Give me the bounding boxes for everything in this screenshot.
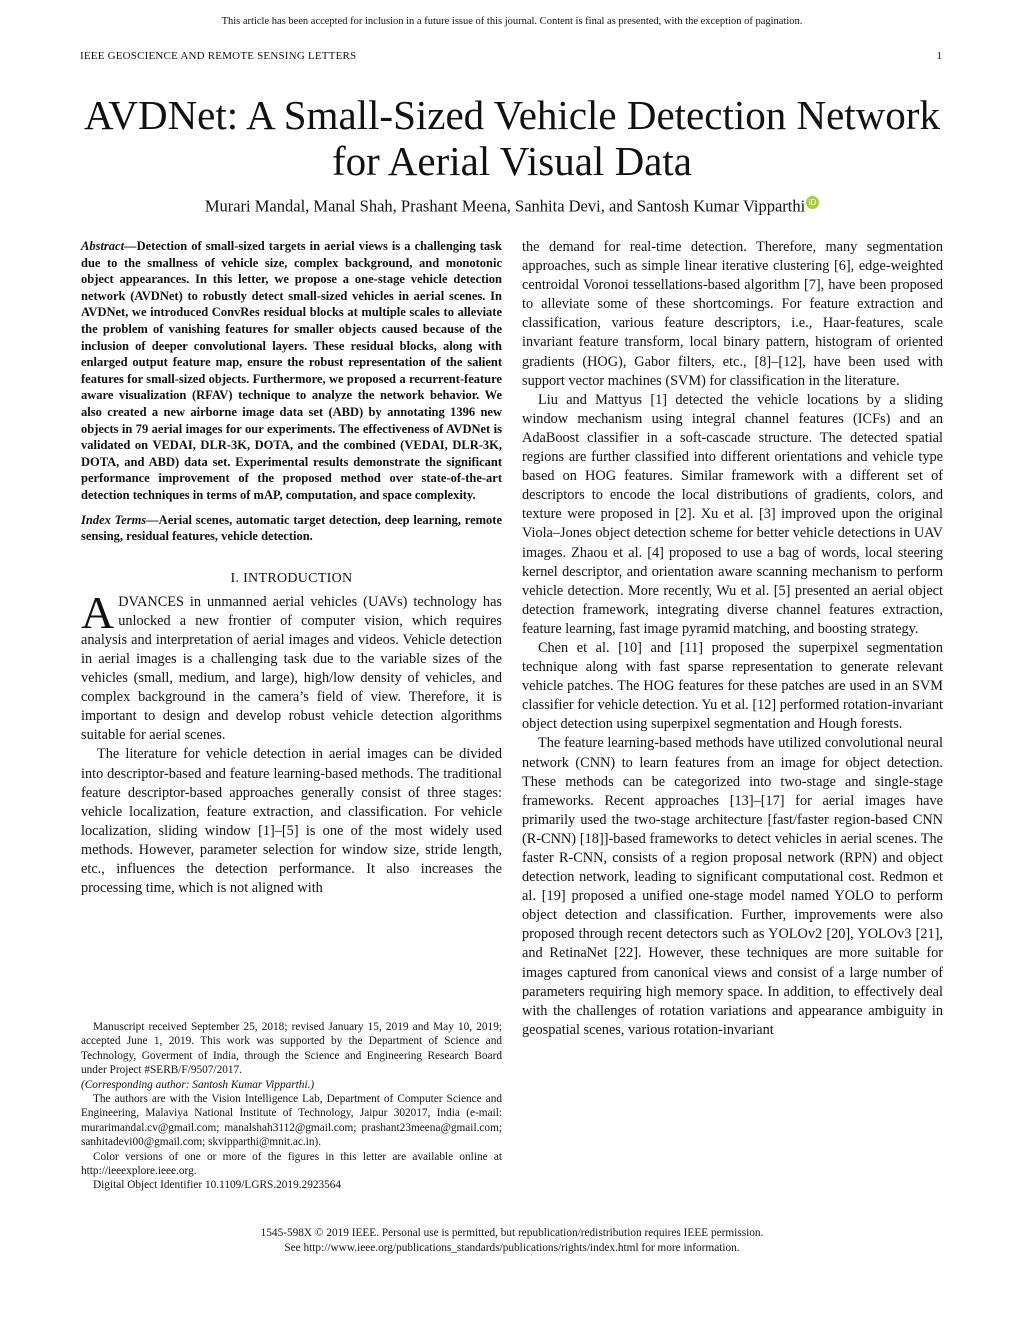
footnote-received-text: Manuscript received September 25, 2018; revised January 15, 2019 and May 10, 2019; accepted June 1, 2019. This work was supported by the Department of Science and Technology, Goverment of India, through the Science and Engineering Research Board under Project #SERB/F/9507/2017. bbox=[81, 1021, 502, 1077]
footnote-doi: Digital Object Identifier 10.1109/LGRS.2019.2923564 bbox=[93, 1179, 342, 1192]
authors-text: Murari Mandal, Manal Shah, Prashant Meena, Sanhita Devi, and Santosh Kumar Vipparthi bbox=[204, 196, 806, 216]
index-terms-label: Index Terms— bbox=[81, 512, 159, 527]
acceptance-notice: This article has been accepted for inclusion in a future issue of this journal. Content is final as presented, with the exception of pagination. bbox=[221, 16, 803, 27]
copyright-footer bbox=[0, 1226, 1024, 1256]
right-paragraph-4: The feature learning-based methods have utilized convolutional neural network (CNN) to learn features from an image for object detection. These methods can be categorized into two-stage and single-stage frameworks. Recent approaches [13]–[17] for aerial images have primarily used the two-stage architecture [fast/faster region-based CNN (R-CNN) [18]]-based frameworks to detect vehicles in aerial scenes. The faster R-CNN, consists of a region proposal network (RPN) and object detection network, leading to significant computational cost. Redmon et al. [19] proposed a unified one-stage model named YOLO to perform object detection and classification. Further, improvements were also proposed through recent detectors such as YOLOv2 [20], YOLOv3 [21], and RetinaNet [22]. However, these techniques are more suitable for images captured from canonical views and consist of a large number of parameters requiring high memory space. In addition, to effectively deal with the challenges of rotation variations and appearance ambiguity in geospatial scenes, various rotation-invariant bbox=[522, 735, 943, 1038]
drop-cap: A bbox=[81, 586, 115, 638]
author-list bbox=[60, 196, 964, 217]
footnote-corresponding: (Corresponding author: Santosh Kumar Vipparthi.) bbox=[81, 1078, 315, 1091]
right-column bbox=[522, 238, 943, 1040]
right-paragraph-1: the demand for real-time detection. Therefore, many segmentation approaches, such as simple linear iterative clustering [6], edge-weighted centroidal Voronoi tessellations-based algorithm [7], have been proposed to alleviate some of these shortcomings. For feature extraction and classification, various feature descriptors, i.e., Haar-features, scale invariant feature transform, local binary pattern, histogram of oriented gradients (HOG), Gabor filters, etc., [8]–[12], have been used with support vector machines (SVM) for classification in the literature. bbox=[522, 239, 943, 389]
paper-title bbox=[60, 92, 964, 184]
footnotes bbox=[81, 1020, 502, 1193]
abstract-label: Abstract— bbox=[81, 239, 137, 253]
left-column bbox=[81, 238, 502, 898]
section-heading-introduction: I. INTRODUCTION bbox=[230, 570, 353, 586]
footnote-received bbox=[81, 1020, 502, 1092]
right-paragraph-2: Liu and Mattyus [1] detected the vehicle locations by a sliding window mechanism using integral channel features (ICFs) and an AdaBoost classifier in a soft-cascade structure. The detected spatial regions are further classified into different orientations and vehicle type based on HOG features. Similar framework with a different set of descriptors to encode the local distributions of gradients, colors, and texture were proposed in [2]. Xu et al. [3] improved upon the original Viola–Jones object detection scheme for better vehicle detections in UAV images. Zhaou et al. [4] proposed to use a bag of words, local steering kernel descriptor, and orientation aware scanning mechanism to perform vehicle detection. More recently, Wu et al. [5] presented an aerial object detection framework, integrating diverse channel features extraction, feature learning, fast image pyramid matching, and boosting strategy. bbox=[522, 391, 943, 637]
title-line-2: for Aerial Visual Data bbox=[332, 138, 692, 184]
copyright-line: 1545-598X © 2019 IEEE. Personal use is permitted, but republication/redistribution requires IEEE permission. bbox=[260, 1227, 764, 1239]
abstract bbox=[81, 238, 502, 504]
footnote-affiliation: The authors are with the Vision Intelligence Lab, Department of Computer Science and Engineering, Malaviya National Institute of Technology, Jaipur 302017, India (e-mail: murarimandal.cv@gmail.com; manalshah3112@gmail.com; prashant23meena@gmail.com; sanhitadevi00@gmail.com; skvipparthi@mnit.ac.in). bbox=[81, 1093, 502, 1149]
page-number: 1 bbox=[936, 50, 942, 62]
abstract-text: Detection of small-sized targets in aerial views is a challenging task due to the smallness of vehicle size, complex background, and monotonic object appearances. In this letter, we propose a one-stage vehicle detection network (AVDNet) to robustly detect small-sized vehicles in aerial scenes. In AVDNet, we introduced ConvRes residual blocks at multiple scales to alleviate the problem of vanishing features for smaller objects caused because of the inclusion of deeper convolutional layers. These residual blocks, along with enlarged output feature map, ensure the robust representation of the salient features for small-sized objects. Furthermore, we proposed a recurrent-feature aware visualization (RFAV) technique to analyze the network behavior. We also created a new airborne image data set (ABD) by annotating 1396 new objects in 79 aerial images for our experiments. The effectiveness of AVDNet is validated on VEDAI, DLR-3K, DOTA, and the combined (VEDAI, DLR-3K, DOTA, and ABD) data set. Experimental results demonstrate the significant performance improvement of the proposed method over state-of-the-art detection techniques in terms of mAP, computation, and space complexity. bbox=[81, 239, 502, 502]
intro-paragraph-2: The literature for vehicle detection in aerial images can be divided into descriptor-based and feature learning-based methods. The traditional feature descriptor-based approaches generally consist of three stages: vehicle localization, feature extraction, and classification. For vehicle localization, sliding window [1]–[5] is one of the most widely used methods. However, parameter selection for window size, stride length, etc., influences the detection performance. It also increases the processing time, which is not aligned with bbox=[81, 746, 502, 897]
journal-running-head: IEEE GEOSCIENCE AND REMOTE SENSING LETTERS bbox=[80, 50, 357, 62]
rights-link-line: See http://www.ieee.org/publications_standards/publications/rights/index.html for more information. bbox=[284, 1242, 740, 1254]
right-paragraph-3: Chen et al. [10] and [11] proposed the superpixel segmentation technique along with fast sparse representation to generate relevant vehicle patches. The HOG features for these patches are used in an SVM classifier for vehicle detection. Yu et al. [12] performed rotation-invariant object detection using superpixel segmentation and Hough forests. bbox=[522, 639, 943, 733]
title-line-1: AVDNet: A Small-Sized Vehicle Detection Network bbox=[84, 92, 940, 138]
orcid-icon[interactable]: iD bbox=[806, 196, 819, 209]
footnote-color-versions: Color versions of one or more of the figures in this letter are available online at http://ieeexplore.ieee.org. bbox=[81, 1150, 502, 1178]
index-terms-text: Aerial scenes, automatic target detection, deep learning, remote sensing, residual features, vehicle detection. bbox=[81, 512, 503, 544]
index-terms bbox=[81, 512, 502, 545]
intro-paragraph-1-text: DVANCES in unmanned aerial vehicles (UAVs) technology has unlocked a new frontier of computer vision, which requires analysis and interpretation of aerial images and videos. Vehicle detection in aerial images is a challenging task due to the variable sizes of the vehicles (small, medium, and large), high/low density of vehicles, and complex background in the camera’s field of view. Therefore, it is important to design and develop robust vehicle detection algorithms suitable for aerial scenes. bbox=[81, 593, 502, 744]
intro-paragraph-1 bbox=[81, 586, 502, 746]
